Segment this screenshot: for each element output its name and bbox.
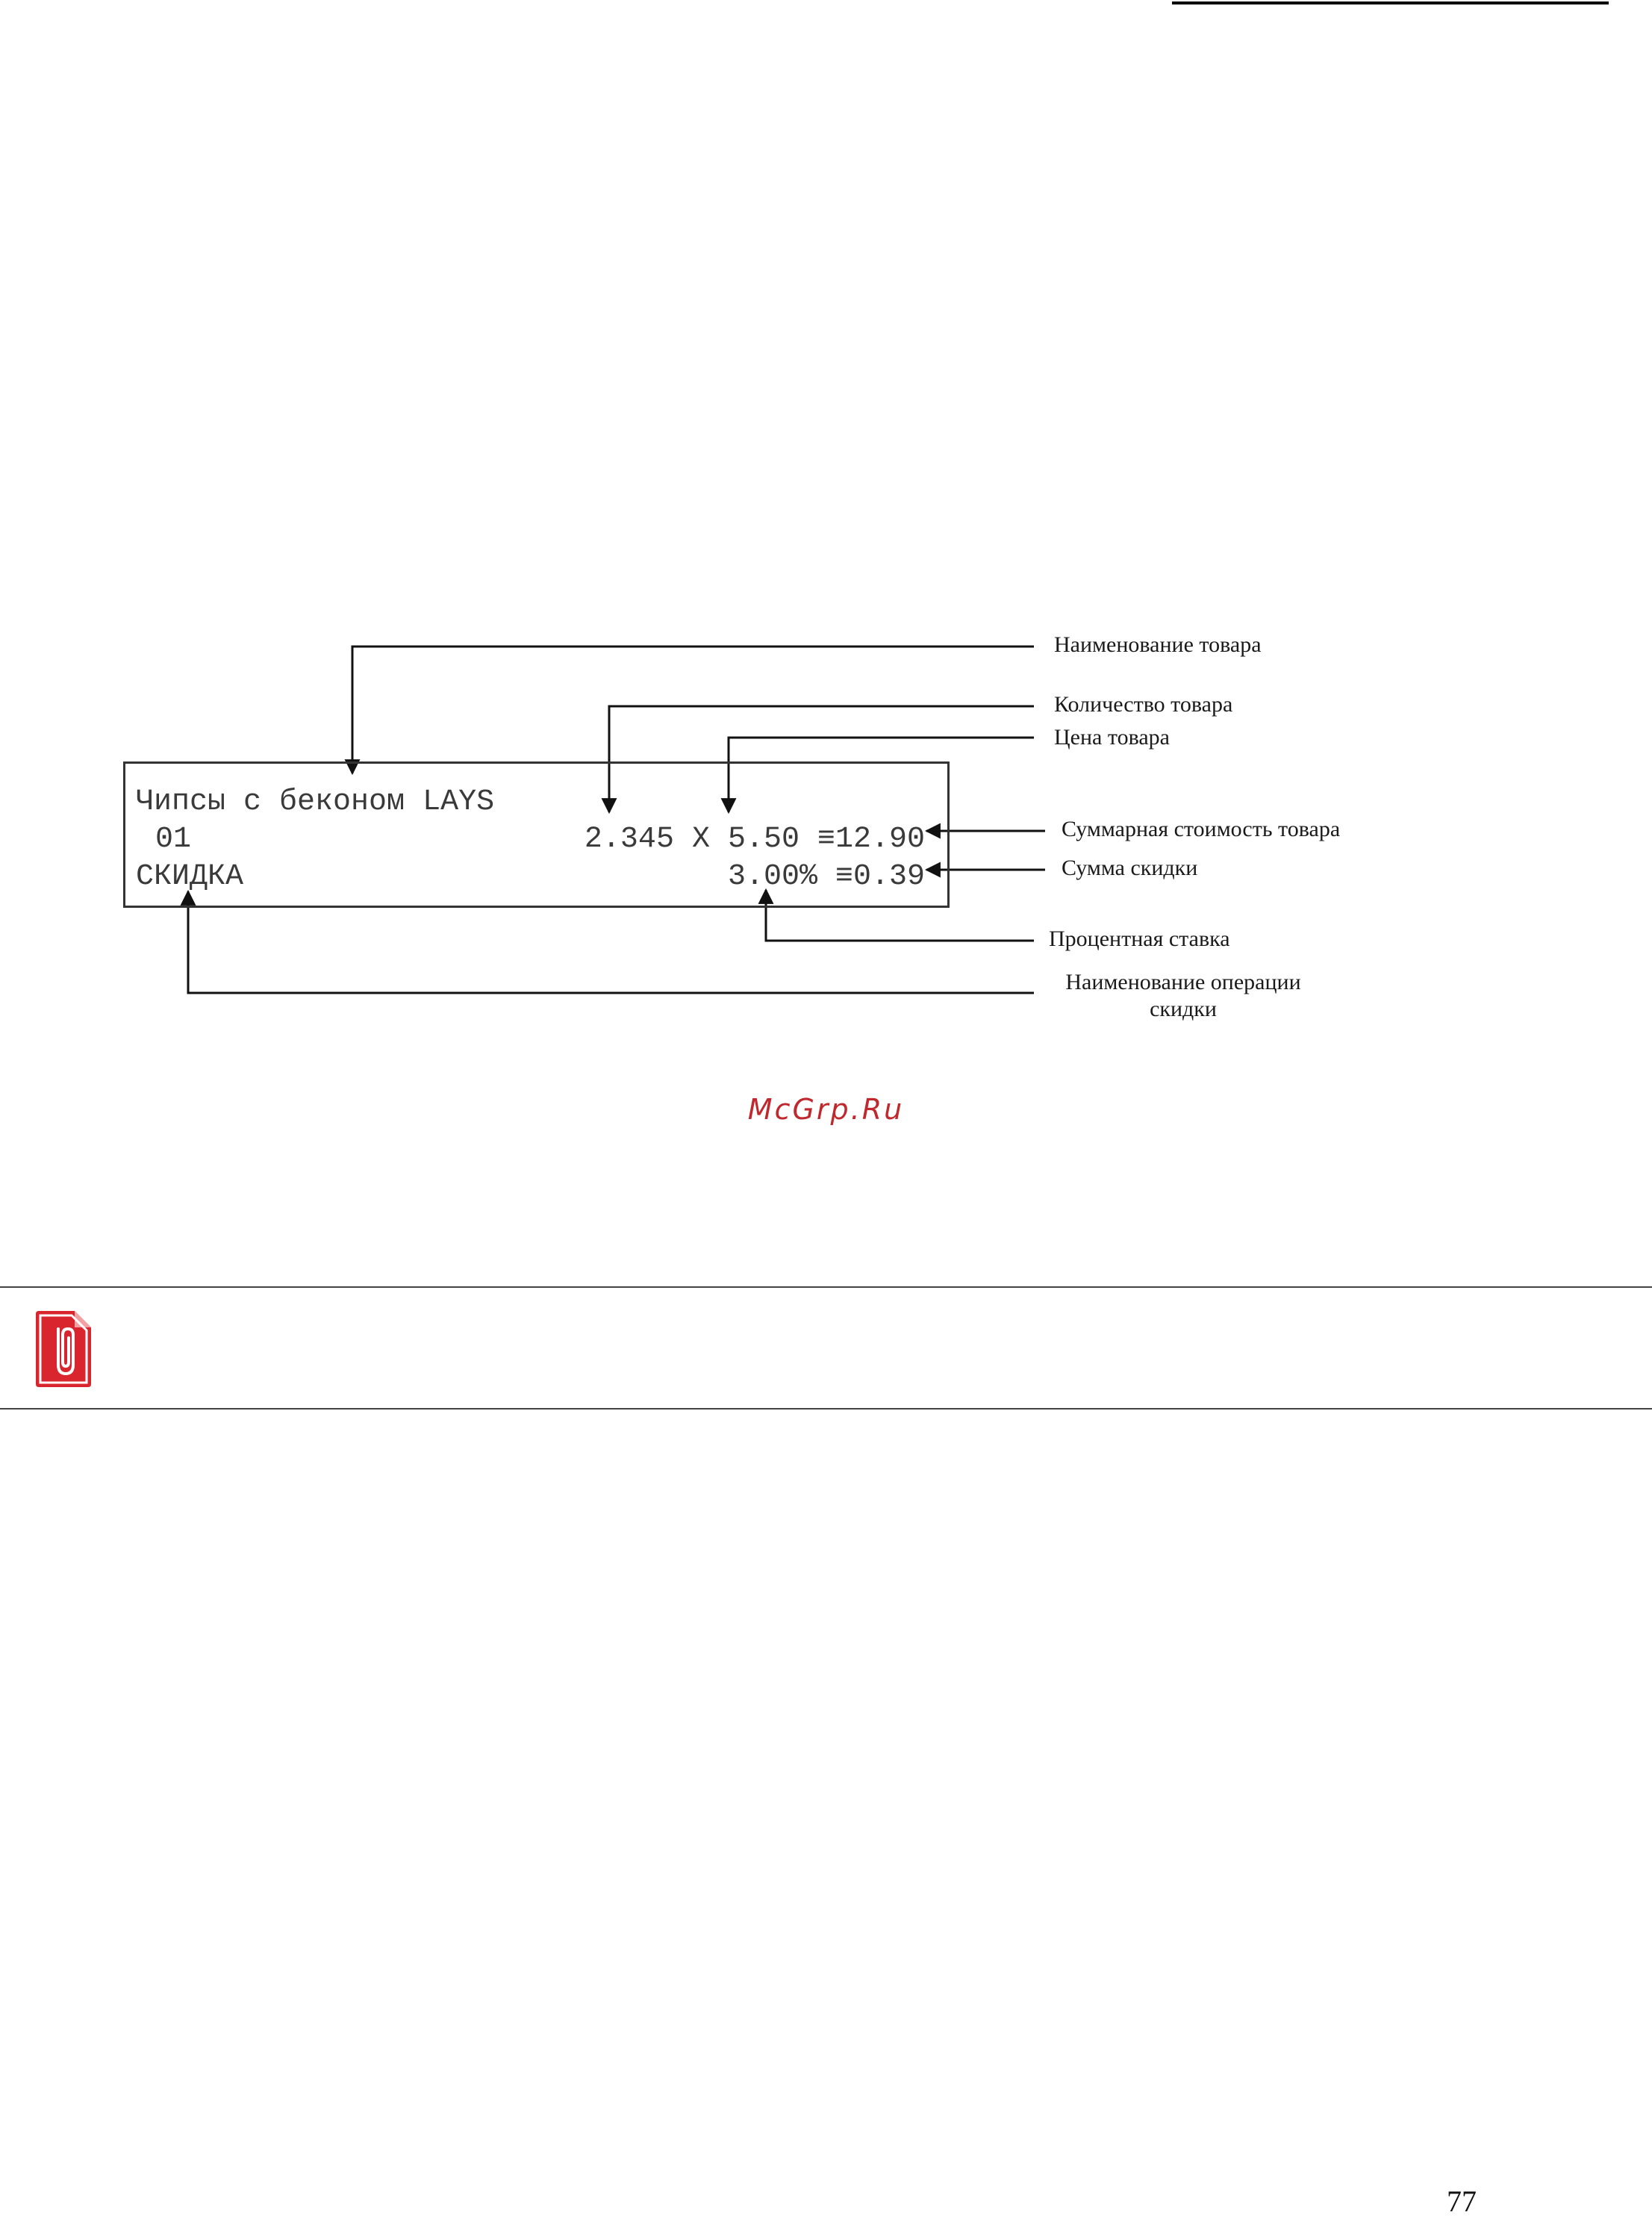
callout-discount-operation (1049, 969, 1318, 1023)
callout-price: Цена товара (1054, 725, 1170, 750)
arrow-product-name (352, 647, 1034, 773)
callout-percent-rate: Процентная ставка (1049, 926, 1230, 951)
callout-discount-sum: Сумма скидки (1062, 856, 1198, 880)
callout-total-cost: Суммарная стоимость товара (1062, 817, 1341, 841)
receipt-quantity-price-total: 2.345 X 5.50 ≡12.90 (584, 823, 925, 856)
watermark: McGrp.Ru (747, 1093, 905, 1126)
note-top-rule (0, 1286, 1652, 1288)
callout-quantity: Количество товара (1054, 692, 1233, 717)
receipt-discount-values: 3.00% ≡0.39 (727, 860, 925, 894)
callout-discount-operation-line1: Наименование операции (1065, 970, 1301, 994)
receipt-section-number: 01 (155, 823, 192, 856)
note-bottom-rule (0, 1408, 1652, 1410)
receipt-product-line: Чипсы с беконом LAYS (136, 785, 495, 819)
callout-diagram (0, 0, 1652, 1083)
page-number: 77 (1447, 2184, 1477, 2218)
callout-discount-operation-line2: скидки (1150, 997, 1217, 1021)
receipt-discount-label: СКИДКА (136, 860, 244, 894)
callout-product-name: Наименование товара (1054, 632, 1262, 657)
receipt-display (123, 761, 950, 908)
paperclip-document-icon (33, 1308, 94, 1389)
